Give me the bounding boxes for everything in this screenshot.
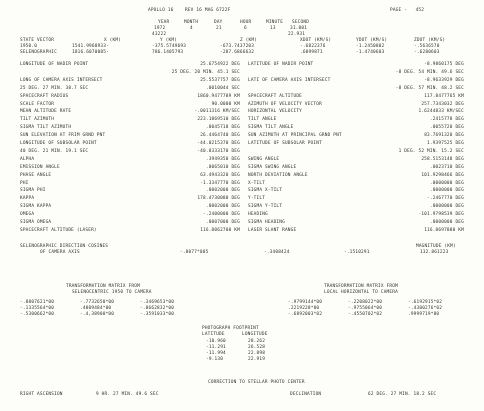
left-param-label: SIGMA OMEGA xyxy=(20,220,52,225)
left-param-value: -44.0215370 DEG xyxy=(197,141,240,146)
left-param-value: -1.3347770 DEG xyxy=(200,180,240,186)
right-param-label: NORTH DEVIATION ANGLE xyxy=(248,172,308,178)
right-param-value: .0000000 DEG xyxy=(429,180,464,186)
transform-left-subtitle: SELENOCENTRIC 1950 TO CAMERA xyxy=(72,290,152,295)
left-param-value: .0007000 DEG xyxy=(205,220,240,225)
time-sub-seconds: 22.931 xyxy=(288,32,306,37)
left-param-label: 40 DEG. 21 MIN. 19.1 SEC xyxy=(20,148,89,154)
left-param-label: ALPHA xyxy=(20,156,35,162)
left-param-label: EMISSION ANGLE xyxy=(20,164,60,170)
stellar-correction-title: CORRECTION TO STELLAR PHOTO CENTER xyxy=(208,380,305,385)
left-param-value: -.0011316 KM/SEC xyxy=(194,109,240,115)
right-param-value: 1.9397525 DEG xyxy=(427,141,464,146)
direction-cosine-y: -.3408424 xyxy=(264,250,290,255)
left-param-value: 178.4730080 DEG xyxy=(197,196,240,202)
matrix-cell: -.4550702*02 xyxy=(348,312,383,317)
transform-left-title: TRANSFORMATION MATRIX FROM xyxy=(66,284,140,289)
matrix-cell: -.3591033*00 xyxy=(140,312,175,317)
left-param-label: TILT AZIMUTH xyxy=(20,117,55,123)
right-param-label: SWING ANGLE xyxy=(248,156,280,162)
direction-cosine-z: -.1510291 xyxy=(344,250,370,255)
transform-right-subtitle: LOCAL HORIZONTAL TO CAMERA xyxy=(324,290,398,295)
footprint-longitude: 28.262 xyxy=(248,339,266,344)
left-param-label: PHI xyxy=(20,180,29,186)
time-value-month: 4 xyxy=(190,26,193,31)
left-param-label: SPACECRAFT RADIUS xyxy=(20,93,69,99)
right-param-label: SPACECRAFT ALTITUDE xyxy=(248,93,303,99)
left-param-value: 116.8062700 KM xyxy=(200,227,240,233)
magnitude-value: 132.861223 xyxy=(420,250,449,255)
left-param-value: -.2400000 DEG xyxy=(203,212,240,218)
transform-right-title: TRANSFORMATION MATRIX FROM xyxy=(324,284,398,289)
state-row-ydot: -1.4740603 xyxy=(356,50,385,55)
right-param-label: SUN AZIMUTH AT PRINCIPAL GRND PNT xyxy=(248,133,342,139)
right-param-label: LASER SLANT RANGE xyxy=(248,227,297,233)
right-param-value: -8.9633929 DEG xyxy=(424,77,464,83)
matrix-cell: .2219228*00 xyxy=(288,306,320,311)
left-param-label: LONG OF CAMERA AXIS INTERSECT xyxy=(20,77,103,83)
footprint-longitude: 22.919 xyxy=(248,357,266,362)
state-row-z: -673.7437203 xyxy=(220,44,255,49)
magnitude-label: MAGNITUDE (KM) xyxy=(416,244,456,249)
footprint-title: PHOTOGRAPH FOOTPRINT xyxy=(202,326,259,331)
right-param-label: SIGMA TILT ANGLE xyxy=(248,125,294,131)
right-param-label: X-TILT xyxy=(248,180,266,186)
time-sub-day-of-year: 43222 xyxy=(152,32,167,37)
footprint-col-latitude: LATITUDE xyxy=(202,332,225,337)
right-param-label: HORIZONTAL VELOCITY xyxy=(248,109,303,115)
footprint-col-longitude: LONGITUDE xyxy=(242,332,268,337)
matrix-cell: -.8662832*00 xyxy=(140,306,175,311)
state-col-xdot: XDOT (KM/S) xyxy=(300,38,332,43)
right-param-value: .2415778 DEG xyxy=(429,117,464,123)
footprint-longitude: 22.898 xyxy=(248,351,266,356)
state-col-x: X (KM) xyxy=(104,38,122,43)
direction-cosines-label: SELENOGRAPHIC DIRECTION COSINES xyxy=(20,244,109,249)
right-param-value: -8.9860175 DEG xyxy=(424,62,464,67)
matrix-cell: -.2208022*00 xyxy=(348,300,383,305)
right-param-label: LATITUDE OF NADIR POINT xyxy=(248,62,314,67)
left-param-label: SIGMA PHI xyxy=(20,188,46,194)
state-col-y: Y (KM) xyxy=(160,38,178,43)
right-param-value: -8 DEG. 54 MIN. 49.6 SEC xyxy=(395,69,464,75)
declination-label: DECLINATION xyxy=(290,392,322,397)
matrix-cell: -.8807621*00 xyxy=(20,300,55,305)
time-value-year: 1972 xyxy=(154,26,166,31)
left-param-label: LONGITUDE OF SUBSOLAR POINT xyxy=(20,141,97,146)
left-param-label: SUN ELEVATION AT FRIM GRND PNT xyxy=(20,133,106,139)
right-param-value: 101.9298466 DEG xyxy=(421,172,464,178)
matrix-cell: -.9799144*00 xyxy=(288,300,323,305)
left-param-label: MEAN ALTITUDE RATE xyxy=(20,109,72,115)
direction-cosine-x: -.8077*005 xyxy=(180,250,209,255)
time-value-hour: 6 xyxy=(244,26,247,31)
left-param-value: .0002000 DEG xyxy=(205,188,240,194)
right-param-value: 258.5153148 DEG xyxy=(421,156,464,162)
right-param-value: 1 DEG. 52 MIN. 15.2 SEC xyxy=(398,148,464,154)
right-param-value: .0000000 DEG xyxy=(429,188,464,194)
left-param-label: LONGITUDE OF NADIR POINT xyxy=(20,62,89,67)
state-col-z: Z (KM) xyxy=(240,38,258,43)
right-param-value: 117.8477765 KM xyxy=(424,93,464,99)
left-param-value: .0045718 DEG xyxy=(205,125,240,131)
state-row-xdot: .6099871 xyxy=(300,50,323,55)
matrix-cell: -.4300276*02 xyxy=(408,306,443,311)
right-param-label: AZIMUTH OF VELOCITY VECTOR xyxy=(248,101,322,107)
left-param-value: 26.4464740 DEG xyxy=(200,133,240,139)
right-param-label: Y-TILT xyxy=(248,196,266,202)
right-param-value: .0000000 DEG xyxy=(429,204,464,210)
right-param-value: 257.7343032 DEG xyxy=(421,101,464,107)
state-row-ydot: -1.2450882 xyxy=(356,44,385,49)
matrix-cell: .4809484*00 xyxy=(80,306,112,311)
matrix-cell: -.6892003*02 xyxy=(288,312,323,317)
left-param-label: PHASE ANGLE xyxy=(20,172,52,178)
right-param-label: TILT ANGLE xyxy=(248,117,277,123)
left-param-value: 63.4943320 DEG xyxy=(200,172,240,178)
right-param-label: HEADING xyxy=(248,212,268,218)
footprint-latitude: -11.994 xyxy=(206,351,226,356)
right-param-label: SIGMA X-TILT xyxy=(248,188,283,194)
left-param-label: SIGMA TILT AZIMUTH xyxy=(20,125,72,131)
time-value-second: 31.801 xyxy=(290,26,308,31)
page-number: PAGE - 452 xyxy=(390,8,425,13)
state-row-zdot: -.5636570 xyxy=(414,44,440,49)
left-param-value: .0010044 SEC xyxy=(205,85,240,91)
right-param-label: LATI OF CAMERA AXIS INTERSECT xyxy=(248,77,331,83)
matrix-cell: -.9755064*00 xyxy=(348,306,383,311)
state-row-y: 786.1405793 xyxy=(152,50,184,55)
right-param-value: .0000000 DEG xyxy=(429,220,464,225)
direction-cosines-sublabel: OF CAMERA AXIS xyxy=(40,250,80,255)
state-row-name: 1950.0 xyxy=(20,44,38,49)
right-param-label: SIGMA SWING ANGLE xyxy=(248,164,297,170)
left-param-value: .3949350 DEG xyxy=(205,156,240,162)
right-param-label: SIGMA Y-TILT xyxy=(248,204,283,210)
footprint-latitude: -10.960 xyxy=(206,339,226,344)
right-param-label: SIGMA HEADING xyxy=(248,220,285,225)
right-param-value: 116.8697880 KM xyxy=(424,227,464,233)
matrix-cell: -.7732650*00 xyxy=(80,300,115,305)
left-param-label: SPACECRAFT ALTITUDE (LASER) xyxy=(20,227,97,233)
time-label-minute: MINUTE xyxy=(266,20,284,25)
matrix-cell: -.1335564*00 xyxy=(20,306,55,311)
right-param-value: -8 DEG. 57 MIN. 48.2 SEC xyxy=(395,85,464,91)
left-param-value: 1860.9477789 KM xyxy=(197,93,240,99)
right-param-value: -101.9798539 DEG xyxy=(418,212,464,218)
left-param-value: -40.8333170 DEG xyxy=(197,148,240,154)
state-row-xdot: -.6822376 xyxy=(300,44,326,49)
left-param-label: SCALE FACTOR xyxy=(20,101,55,107)
left-param-label: OMEGA xyxy=(20,212,35,218)
matrix-cell: -.3469653*00 xyxy=(140,300,175,305)
left-param-value: .0002000 DEG xyxy=(205,204,240,210)
right-param-value: 83.7691320 DEG xyxy=(424,133,464,139)
matrix-cell: -.5300662*00 xyxy=(20,312,55,317)
left-param-label: 25 DEG. 27 MIN. 38.7 SEC xyxy=(20,85,89,91)
state-row-name: SELENOGRAPHIC xyxy=(20,50,57,55)
right-param-value: -.2467770 DEG xyxy=(427,196,464,202)
declination-value: 62 DEG. 27 MIN. 18.2 SEC xyxy=(368,392,437,397)
right-param-label: LATITUDE OF SUBSOLAR POINT xyxy=(248,141,322,146)
state-row-z: -287.6866632 xyxy=(220,50,255,55)
state-row-zdot: -.6280603 xyxy=(414,50,440,55)
right-param-value: .0055720 DEG xyxy=(429,125,464,131)
time-value-day: 21 xyxy=(216,26,222,31)
time-value-minute: 13 xyxy=(270,26,276,31)
matrix-cell: -.4,38900*00 xyxy=(80,312,115,317)
left-param-value: 25 DEG. 20 MIN. 45.1 SEC xyxy=(171,69,240,75)
right-ascension-value: 9 HR. 27 MIN. 49.6 SEC xyxy=(96,392,159,397)
state-row-y: -375.5749693 xyxy=(152,44,187,49)
time-label-day: DAY xyxy=(214,20,223,25)
time-label-second: SECOND xyxy=(292,20,310,25)
right-param-value: .0023710 DEG xyxy=(429,164,464,170)
left-param-value: 223.1869510 DEG xyxy=(197,117,240,123)
left-param-value: 25.6754922 DEG xyxy=(200,62,240,67)
left-param-value: 90.0000 KM xyxy=(211,101,240,107)
footprint-latitude: -11.291 xyxy=(206,345,226,350)
time-label-month: MONTH xyxy=(184,20,199,25)
right-param-value: 1.6244833 KM/SEC xyxy=(418,109,464,115)
state-col-ydot: YDOT (KM/S) xyxy=(356,38,388,43)
sheet-title: APOLLO 16 REV 16 MAG 6722F xyxy=(148,8,231,13)
footprint-latitude: -9.130 xyxy=(206,357,224,362)
matrix-cell: -.6192915*02 xyxy=(408,300,443,305)
state-row-x: 1816.6070085- xyxy=(72,50,109,55)
matrix-cell: .9999719*00 xyxy=(408,312,440,317)
time-label-year: YEAR xyxy=(158,20,170,25)
state-vector-label: STATE VECTOR xyxy=(20,38,55,43)
right-ascension-label: RIGHT ASCENSION xyxy=(20,392,63,397)
left-param-value: .0065010 DEG xyxy=(205,164,240,170)
time-label-hour: HOUR xyxy=(240,20,252,25)
left-param-label: SIGMA KAPPA xyxy=(20,204,52,210)
left-param-value: 25.5537757 DEG xyxy=(200,77,240,83)
left-param-label: KAPPA xyxy=(20,196,35,202)
footprint-longitude: 26.528 xyxy=(248,345,266,350)
state-col-zdot: ZDOT (KM/S) xyxy=(414,38,446,43)
state-row-x: 1541.9960933- xyxy=(72,44,109,49)
